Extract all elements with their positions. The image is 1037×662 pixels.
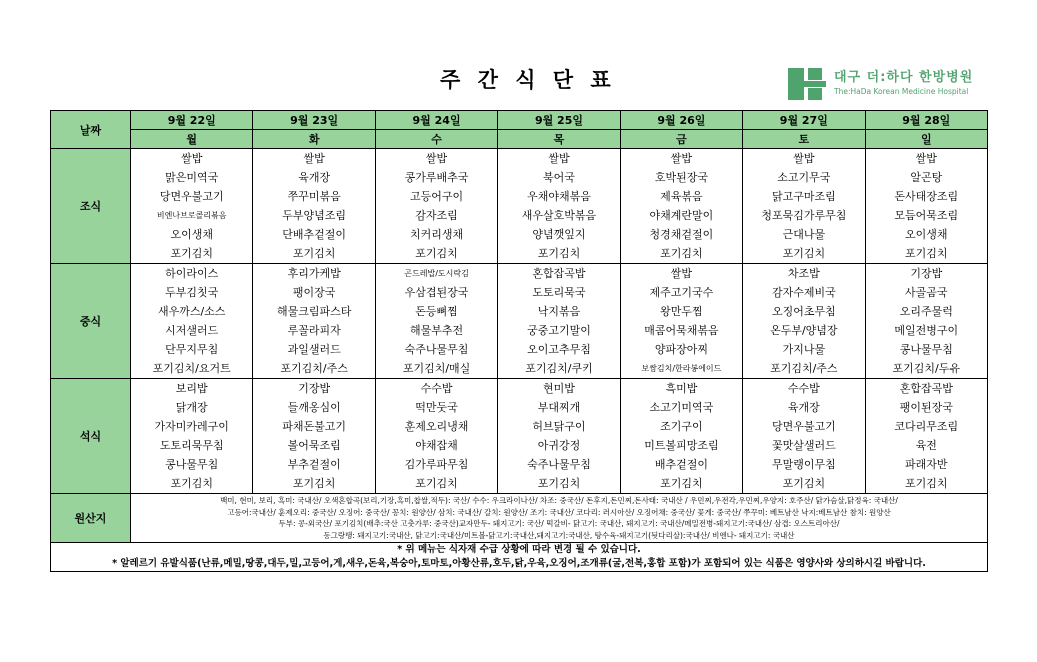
date-cell: 9월 22일 [131, 111, 253, 130]
menu-item: 쌀밥 [181, 152, 203, 165]
origin-line: 백미, 현미, 보리, 흑미: 국내산/ 오색혼합곡(보리,기장,흑미,찹쌀,적두): 국산/ 수수: 우크라이나산/ 차조: 중국산/ 돈후지,돈민찌,돈사태: 국내산 / 우민찌,우전각,우민찌,우양지: 호주산/ 닭가슴살,닭정육: 국내산/ [220, 496, 898, 505]
menu-item: 해물부추전 [409, 324, 464, 337]
menu-cell [743, 264, 865, 379]
menu-item: 포기김치 [660, 247, 703, 260]
date-cell: 9월 23일 [253, 111, 375, 130]
menu-item: 후리가케밥 [287, 267, 341, 280]
menu-item: 기장밥 [298, 382, 331, 395]
date-header-label: 날짜 [51, 111, 131, 149]
menu-item: 조기구이 [660, 420, 703, 433]
menu-item: 보리밥 [175, 382, 208, 395]
menu-item: 쌀밥 [548, 152, 570, 165]
menu-item: 치커리생채 [409, 228, 464, 241]
menu-item: 포기김치 [170, 477, 213, 490]
menu-cell [253, 264, 375, 379]
logo-subtitle: The:HaDa Korean Medicine Hospital [834, 87, 969, 96]
menu-item: 하이라이스 [165, 267, 219, 280]
date-cell: 9월 26일 [620, 111, 742, 130]
menu-item: 콩가루배추국 [404, 171, 469, 184]
menu-item: 포기김치 [905, 477, 948, 490]
menu-item: 포기김치 [782, 247, 826, 260]
date-cell: 9월 24일 [375, 111, 497, 130]
menu-cell [253, 379, 375, 494]
menu-item: 청포묵김가루무침 [761, 209, 847, 222]
menu-item: 제주고기국수 [649, 286, 714, 299]
menu-item: 맑은미역국 [165, 171, 219, 184]
menu-item: 포기김치/쿠키 [525, 362, 593, 375]
menu-item: 도토리묵국 [532, 286, 586, 299]
menu-item: 쭈꾸미볶음 [287, 190, 341, 203]
menu-item: 청경채겉절이 [649, 228, 714, 241]
menu-item: 닭개장 [175, 401, 208, 414]
menu-item: 수수밥 [420, 382, 453, 395]
menu-cell [375, 379, 497, 494]
origin-label: 원산지 [51, 494, 131, 543]
menu-item: 포기김치 [905, 247, 948, 260]
meal-row [51, 264, 988, 379]
menu-item: 쌀밥 [670, 267, 693, 280]
menu-item: 기장밥 [910, 267, 943, 280]
menu-item: 가지나물 [782, 343, 826, 356]
menu-item: 숙주나물무침 [527, 458, 591, 471]
menu-item: 야채잡채 [415, 439, 458, 452]
menu-item: 시저샐러드 [165, 324, 219, 337]
menu-item: 부대찌개 [537, 401, 581, 414]
menu-item: 두부양념조림 [282, 209, 347, 222]
menu-item: 부추겉절이 [287, 458, 341, 471]
menu-item: 포기김치/두유 [892, 362, 960, 375]
menu-cell [620, 149, 742, 264]
menu-item: 우삼겹된장국 [404, 286, 469, 299]
menu-item: 쌀밥 [425, 152, 448, 165]
menu-item: 포기김치/주스 [280, 362, 348, 375]
date-row [51, 111, 988, 130]
menu-item: 팽이된장국 [899, 401, 953, 414]
weekday-cell: 월 [131, 130, 253, 149]
menu-item: 포기김치 [292, 247, 336, 260]
meal-label: 중식 [51, 264, 131, 379]
menu-item: 허브닭구이 [532, 420, 586, 433]
menu-item: 콩나물무침 [899, 343, 953, 356]
menu-item: 콩나물무침 [165, 458, 219, 471]
menu-item: 소고기무국 [777, 171, 831, 184]
menu-item: 모듬어묵조림 [894, 209, 959, 222]
menu-cell [743, 379, 865, 494]
menu-cell [253, 149, 375, 264]
menu-item: 무말랭이무침 [771, 458, 836, 471]
menu-item: 포기김치 [292, 477, 336, 490]
menu-item: 새우살호박볶음 [521, 209, 597, 222]
origin-line: 두부: 콩-외국산/ 포기김치(배추:국산 고춧가루: 중국산)교자만두- 돼지고기: 국산/ 떡갈비- 닭고기: 국내산, 돼지고기: 국내산/메밀전병-돼지고기:국내산/ 삼겹: 오스트리아산/ [278, 519, 840, 528]
menu-item: 꽃맛살샐러드 [771, 439, 836, 452]
menu-cell [498, 264, 620, 379]
menu-cell [620, 379, 742, 494]
logo-mark-icon [788, 68, 828, 100]
menu-cell [498, 149, 620, 264]
menu-item: 오징어초무침 [771, 305, 836, 318]
menu-item: 도토리묵무침 [159, 439, 224, 452]
menu-item: 훈제오리냉채 [404, 420, 469, 433]
menu-item: 포기김치 [415, 247, 458, 260]
origin-text [131, 494, 988, 543]
menu-item: 두부김칫국 [165, 286, 219, 299]
menu-cell [620, 264, 742, 379]
menu-item: 돈등뼈찜 [415, 305, 458, 318]
menu-item: 파채돈불고기 [282, 420, 347, 433]
menu-item: 감자조림 [415, 209, 458, 222]
weekday-cell: 금 [620, 130, 742, 149]
menu-item: 육개장 [298, 171, 331, 184]
menu-item: 단무지무침 [165, 343, 219, 356]
menu-item: 가자미카레구이 [154, 420, 229, 433]
menu-item: 떡만둣국 [415, 401, 458, 414]
menu-item: 육전 [915, 439, 937, 452]
menu-cell [131, 379, 253, 494]
menu-item: 해물크림파스타 [276, 305, 352, 318]
menu-cell [498, 379, 620, 494]
menu-item: 매콤어묵채볶음 [644, 324, 719, 337]
menu-item: 과일샐러드 [287, 343, 341, 356]
menu-item: 온두부/양념장 [770, 324, 838, 337]
notice-line: * 위 메뉴는 식자재 수급 상황에 따라 변경 될 수 있습니다. [397, 544, 641, 555]
weekday-cell: 토 [743, 130, 865, 149]
date-cell: 9월 25일 [498, 111, 620, 130]
origin-line: 동그랑땡: 돼지고기:국내산, 닭고기:국내산/미트볼-닭고기:국내산,돼지고기:국내산, 탕수육-돼지고기(됫다리살):국내산/ 비엔나- 돼지고기: 국내산 [323, 530, 795, 540]
menu-item: 흑미밥 [665, 382, 698, 395]
menu-cell [865, 149, 987, 264]
meal-label: 조식 [51, 149, 131, 264]
menu-item: 포기김치 [537, 477, 581, 490]
menu-item: 포기김치 [660, 477, 703, 490]
menu-item: 포기김치/요거트 [152, 362, 231, 375]
menu-item: 현미밥 [543, 382, 575, 395]
menu-item: 포기김치 [170, 247, 213, 260]
menu-item: 알곤탕 [910, 171, 943, 184]
menu-item: 육개장 [787, 401, 820, 414]
meal-label: 석식 [51, 379, 131, 494]
menu-item: 당면우불고기 [771, 420, 836, 433]
menu-item: 궁중고기말이 [527, 324, 591, 337]
menu-item: 쌀밥 [915, 152, 937, 165]
menu-item: 오리주물럭 [899, 305, 953, 318]
menu-item: 쌀밥 [793, 152, 815, 165]
menu-item: 혼합잡곡밥 [899, 382, 953, 395]
menu-item: 오이생채 [170, 228, 213, 241]
menu-cell [743, 149, 865, 264]
menu-item: 메일전병구이 [894, 324, 959, 337]
menu-item: 포기김치 [415, 477, 458, 490]
menu-item: 비엔나브로콜리볶음 [156, 211, 227, 220]
menu-item: 루꼴라피자 [287, 324, 341, 337]
menu-item: 호박된장국 [654, 171, 708, 184]
weekday-cell: 일 [865, 130, 987, 149]
menu-item: 새우까스/소스 [157, 305, 226, 318]
menu-item: 차조밥 [787, 267, 820, 280]
meal-row [51, 149, 988, 264]
page-title: 주 간 식 단 표 [440, 68, 616, 92]
menu-item: 근대나물 [782, 228, 826, 241]
menu-item: 야채계란말이 [649, 209, 714, 222]
weekly-menu-table [50, 110, 988, 572]
origin-row [51, 494, 988, 543]
menu-item: 쌀밥 [303, 152, 325, 165]
weekday-cell: 수 [375, 130, 497, 149]
menu-item: 곤드레밥/도시락김 [404, 269, 469, 278]
menu-cell [865, 379, 987, 494]
menu-item: 왕만두찜 [660, 305, 703, 318]
date-cell: 9월 28일 [865, 111, 987, 130]
menu-item: 소고기미역국 [649, 401, 714, 414]
menu-item: 돈사태장조림 [894, 190, 959, 203]
menu-item: 오이고추무침 [527, 343, 591, 356]
date-cell: 9월 27일 [743, 111, 865, 130]
menu-item: 포기김치/매실 [402, 362, 471, 375]
menu-item: 양념깻잎지 [532, 228, 586, 241]
menu-item: 닭고구마조림 [771, 190, 836, 203]
menu-item: 우채야채볶음 [527, 190, 591, 203]
menu-item: 쌀밥 [670, 152, 693, 165]
weekday-cell: 화 [253, 130, 375, 149]
notes-row [51, 543, 988, 572]
menu-item: 포기김치/주스 [770, 362, 838, 375]
menu-cell [375, 149, 497, 264]
weekday-cell: 목 [498, 130, 620, 149]
menu-item: 미트볼피망조림 [644, 439, 719, 452]
hospital-logo [788, 68, 973, 100]
menu-item: 포기김치 [537, 247, 581, 260]
notes-cell [51, 543, 988, 572]
menu-item: 포기김치 [782, 477, 826, 490]
menu-item: 숙주나물무침 [404, 343, 469, 356]
menu-item: 김가루파무침 [404, 458, 469, 471]
menu-item: 감자수제비국 [771, 286, 836, 299]
menu-item: 배추겉절이 [654, 458, 708, 471]
menu-item: 파래자반 [905, 458, 948, 471]
menu-cell [375, 264, 497, 379]
menu-item: 북어국 [543, 171, 575, 184]
meal-row [51, 379, 988, 494]
menu-cell [131, 264, 253, 379]
logo-name: 대구 더:하다 한방병원 [834, 70, 974, 85]
menu-item: 보쌈김치/한라봉에이드 [641, 364, 722, 373]
weekday-row [51, 130, 988, 149]
menu-item: 당면우불고기 [159, 190, 224, 203]
menu-item: 혼합잡곡밥 [532, 267, 586, 280]
menu-item: 코다리무조림 [894, 420, 959, 433]
menu-item: 고등어구이 [409, 190, 464, 203]
menu-cell [865, 264, 987, 379]
menu-item: 아귀강정 [537, 439, 581, 452]
menu-item: 수수밥 [787, 382, 820, 395]
menu-item: 팽이장국 [292, 286, 336, 299]
menu-cell [131, 149, 253, 264]
origin-line: 고등어:국내산/ 훈제오리: 중국산/ 오징어: 중국산/ 꽁치: 원양산/ 삼치: 국내산/ 갈치: 원양산/ 조기: 국내산/ 코다리: 러시아산/ 오징어채: 중국산/ 꽃게: 중국산/ 쭈꾸미: 베트남산 낙지:베트남산 참치: 원양산 [227, 507, 891, 517]
menu-item: 낙지볶음 [537, 305, 581, 318]
menu-item: 들깨옹심이 [287, 401, 341, 414]
menu-item: 사골곰국 [905, 286, 948, 299]
menu-item: 볼어묵조림 [287, 439, 341, 452]
menu-item: 단배추겉절이 [282, 228, 347, 241]
menu-item: 제육볶음 [660, 190, 703, 203]
menu-item: 오이생채 [905, 228, 948, 241]
allergy-notice: * 알레르기 유발식품(난류,메밀,땅콩,대두,밀,고등어,게,새우,돈육,복숭아,토마토,아황산류,호두,닭,우육,오징어,조개류(굴,전복,홍합 포함)가 포함되어 있는 식품은 영양사와 상의하시길 바랍니다. [112, 558, 926, 569]
menu-item: 양파장아찌 [654, 343, 708, 356]
